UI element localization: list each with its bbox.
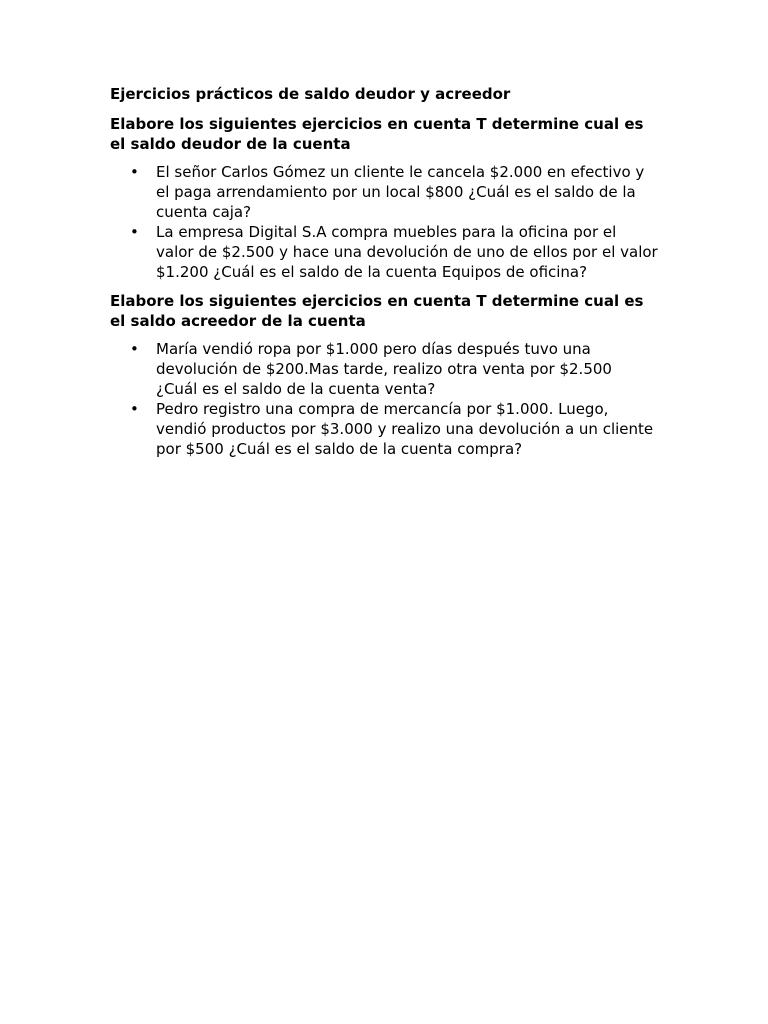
list-item (110, 162, 658, 222)
section-heading: Elabore los siguientes ejercicios en cuenta T determine cual es el saldo acreedor de la cuenta (110, 292, 644, 330)
list-item-text: María vendió ropa por $1.000 pero días después tuvo una devolución de $200.Mas tarde, realizo otra venta por $2.500 ¿Cuál es el saldo de la cuenta venta? (156, 340, 612, 398)
list-item (110, 339, 658, 399)
list-item (110, 222, 658, 282)
list-item-text: Pedro registro una compra de mercancía por $1.000. Luego, vendió productos por $3.000 y realizo una devolución a un cliente por $500 ¿Cuál es el saldo de la cuenta compra? (156, 400, 654, 458)
section-heading: Elabore los siguientes ejercicios en cuenta T determine cual es el saldo deudor de la cuenta (110, 115, 644, 153)
list-item-text: La empresa Digital S.A compra muebles para la oficina por el valor de $2.500 y hace una devolución de uno de ellos por el valor $1.200 ¿Cuál es el saldo de la cuenta Equipos de oficina? (156, 223, 658, 281)
exercise-list (110, 339, 658, 459)
bullet-icon: • (130, 400, 139, 418)
bullet-icon: • (130, 340, 139, 358)
exercise-list (110, 162, 658, 282)
bullet-icon: • (130, 163, 139, 181)
document-title: Ejercicios prácticos de saldo deudor y acreedor (110, 85, 511, 103)
section-saldo-deudor (110, 114, 658, 282)
section-saldo-acreedor (110, 291, 658, 459)
document-page (110, 84, 658, 468)
list-item-text: El señor Carlos Gómez un cliente le cancela $2.000 en efectivo y el paga arrendamiento por un local $800 ¿Cuál es el saldo de la cuenta caja? (156, 163, 645, 221)
bullet-icon: • (130, 223, 139, 241)
list-item (110, 399, 658, 459)
